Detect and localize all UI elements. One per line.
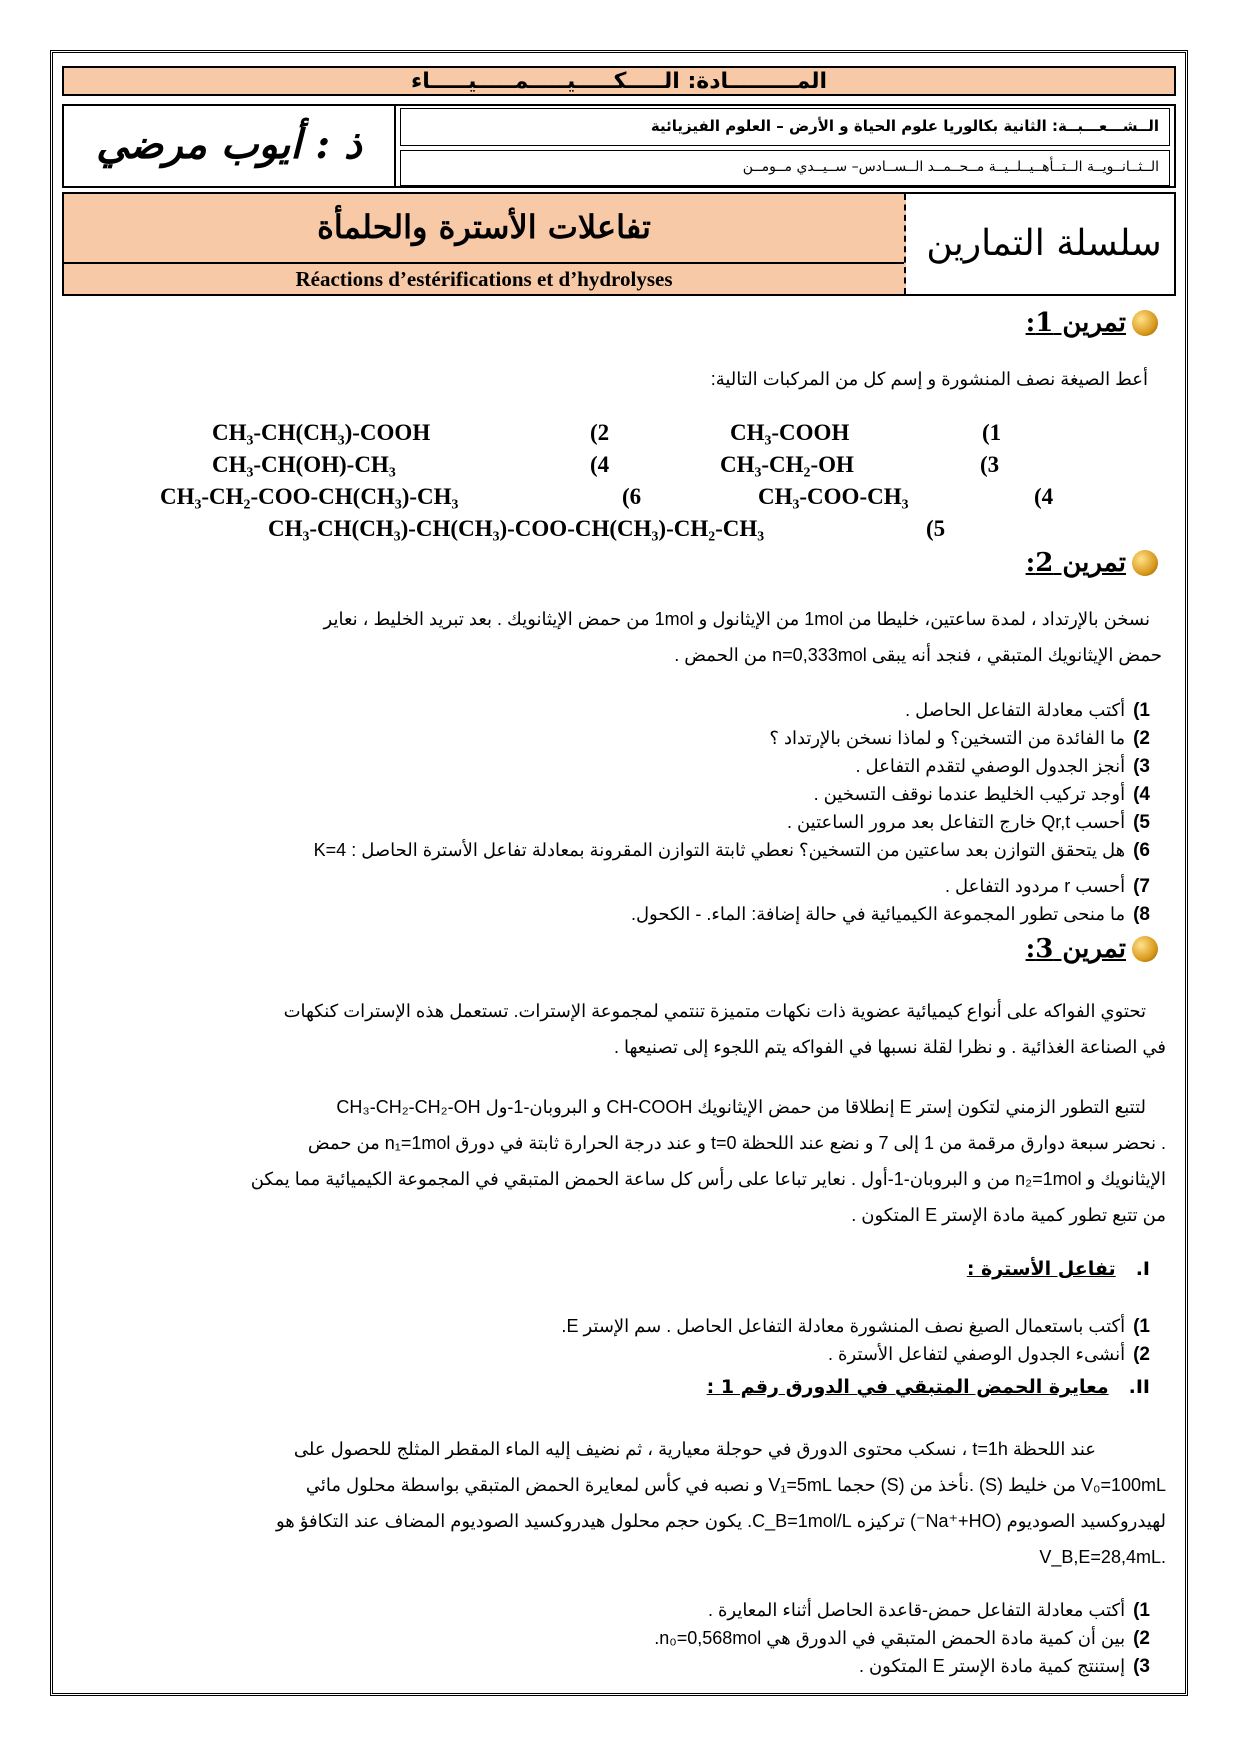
question-text: أحسب Qr,t خارج التفاعل بعد مرور الساعتين . (786, 812, 1126, 832)
compound-number: (6 (622, 484, 642, 509)
question-text: أكتب باستعمال الصيغ نصف المنشورة معادلة التفاعل الحاصل . سم الإستر E. (561, 1316, 1126, 1336)
question-number: 8) (1133, 904, 1150, 925)
question-number: 2) (1133, 1628, 1150, 1649)
exercise-3-p2c: الإيثانويك و n₂=1mol من و البروبان-1-أول . نعاير تباعا على رأس كل ساعة الحمض المتبقي في المجموعة الكيميائية مما يمكن (250, 1169, 1166, 1189)
author-name: ذ : أيوب مرضي (64, 106, 396, 186)
compound-number: (5 (926, 516, 946, 541)
section-number: II. (1128, 1376, 1150, 1398)
exercise-2-text-2: حمض الإيثانويك المتبقي ، فنجد أنه يبقى n=0,333mol من الحمض . (674, 645, 1162, 665)
question-text: أكتب معادلة التفاعل الحاصل . (905, 700, 1126, 720)
exercise-3-p3d: .V_B,E=28,4mL (1039, 1547, 1166, 1567)
question-text: هل يتحقق التوازن بعد ساعتين من التسخين؟ نعطي ثابتة التوازن المقرونة بمعادلة تفاعل الأسترة الحاصل : K=4 (313, 840, 1126, 860)
question-item (905, 700, 1150, 722)
compound-number: (2 (590, 420, 610, 445)
exercise-1-intro: أعط الصيغة نصف المنشورة و إسم كل من المركبات التالية: (710, 369, 1148, 389)
question-text: إستنتج كمية مادة الإستر E المتكون . (858, 1656, 1126, 1676)
question-item (945, 876, 1150, 898)
question-text: بين أن كمية مادة الحمض المتبقي في الدورق هي n₀=0,568mol. (654, 1628, 1126, 1648)
compound-formula: CH₃-CH(CH₃)-CH(CH₃)-COO-CH(CH₃)-CH₂-CH₃ (268, 516, 765, 541)
question-item (814, 784, 1150, 806)
question-item (856, 756, 1150, 778)
question-item (314, 840, 1150, 862)
subject-banner: المـــــــــادة: الـــــكـــــيـــــمـــــيـــــاء (62, 66, 1176, 96)
exercise-3-heading (1026, 934, 1158, 964)
question-text: أحسب r مردود التفاعل . (945, 876, 1126, 896)
compound-formula: CH₃-CH(OH)-CH₃ (212, 452, 396, 477)
exercise-3-p1a: تحتوي الفواكه على أنواع كيميائية عضوية ذات نكهات متميزة تنتمي لمجموعة الإسترات. تستعمل هذه الإسترات كنكهات (283, 1001, 1146, 1021)
bullet-ball-icon (1132, 310, 1158, 336)
question-text: أوجد تركيب الخليط عندما نوقف التسخين . (813, 784, 1126, 804)
question-number: 2) (1133, 1344, 1150, 1365)
stream-line: الــشـــعـــبــة: الثانية بكالوريا علوم الحياة و الأرض – العلوم الفيزيائية (400, 108, 1170, 146)
compound-formula: CH₃-CH(CH₃)-COOH (212, 420, 431, 445)
question-number: 1) (1133, 1316, 1150, 1337)
question-text: ما الفائدة من التسخين؟ و لماذا نسخن بالإرتداد ؟ (769, 728, 1126, 748)
question-item (769, 728, 1150, 750)
question-number: 7) (1133, 876, 1150, 897)
exercise-2-heading (1026, 548, 1158, 578)
exercise-3-p1b: في الصناعة الغذائية . و نظرا لقلة نسبها في الفواكه يتم اللجوء إلى تصنيعها . (613, 1037, 1166, 1057)
exercise-3-p2d: من تتبع تطور كمية مادة الإستر E المتكون . (851, 1205, 1166, 1225)
question-text: أنشىء الجدول الوصفي لتفاعل الأسترة . (828, 1344, 1126, 1364)
exercise-3-title: تمرين 3: (1025, 934, 1126, 964)
compound-formula: CH₃-CH₂-OH (720, 452, 854, 477)
bullet-ball-icon (1132, 550, 1158, 576)
compound-number: (4 (1034, 484, 1054, 509)
compound-number: (1 (982, 420, 1002, 445)
question-number: 2) (1133, 728, 1150, 749)
question-text: أكتب معادلة التفاعل حمض-قاعدة الحاصل أثناء المعايرة . (707, 1600, 1126, 1620)
question-number: 3) (1133, 756, 1150, 777)
compound-formula: CH₃-COO-CH₃ (758, 484, 909, 509)
title-arabic: تفاعلات الأسترة والحلمأة (317, 208, 651, 246)
section-number: I. (1135, 1258, 1150, 1280)
exercise-3-p2a: لتتبع التطور الزمني لتكون إستر E إنطلاقا من حمض الإيثانويك CH-COOH و البروبان-1-ول CH₃-CH₂-CH₂-OH (336, 1097, 1146, 1117)
question-item (828, 1344, 1150, 1366)
section-I-heading (967, 1258, 1150, 1280)
exercise-3-p2b: . نحضر سبعة دوارق مرقمة من 1 إلى 7 و نضع عند اللحظة t=0 و عند درجة الحرارة ثابتة في دورق n₁=1mol من حمض (307, 1133, 1166, 1153)
question-number: 3) (1133, 1656, 1150, 1677)
question-number: 1) (1133, 1600, 1150, 1621)
title-box (62, 192, 1176, 296)
question-item (561, 1316, 1150, 1338)
info-box (62, 104, 1176, 188)
question-text: أنجز الجدول الوصفي لتقدم التفاعل . (855, 756, 1126, 776)
exercise-3-p3c: لهيدروكسيد الصوديوم (Na⁺+HO⁻) تركيزه C_B=1mol/L. يكون حجم محلول هيدروكسيد الصوديوم المضاف عند التكافؤ هو (275, 1511, 1166, 1531)
exercise-1-heading (1026, 308, 1158, 338)
question-number: 6) (1133, 840, 1150, 861)
section-title: تفاعل الأسترة : (966, 1258, 1116, 1280)
question-item (631, 904, 1150, 926)
title-panel (64, 194, 906, 294)
compound-number: (4 (590, 452, 610, 477)
question-item (859, 1656, 1150, 1678)
question-item (787, 812, 1150, 834)
section-II-heading (707, 1376, 1150, 1398)
exercise-2-text-1: نسخن بالإرتداد ، لمدة ساعتين، خليطا من 1mol من الإيثانول و 1mol من حمض الإيثانويك . بعد تبريد الخليط ، نعاير (323, 609, 1150, 629)
question-item (708, 1600, 1150, 1622)
exercise-2-title: تمرين 2: (1025, 548, 1126, 578)
school-line: الــثــانــويــة الــتــأهــيــلــيــة مــحــمــد الــســادس– ســيــدي مــومــن (400, 150, 1170, 186)
section-title: معايرة الحمض المتبقي في الدورق رقم 1 : (706, 1376, 1109, 1398)
exercise-3-p3b: V₀=100mL من خليط (S) .نأخذ من (S) حجما V₁=5mL و نصبه في كأس لمعايرة الحمض المتبقي بواسطة محلول مائي (305, 1475, 1166, 1495)
exercise-1-title: تمرين 1: (1025, 308, 1126, 338)
question-item (654, 1628, 1150, 1650)
compound-formula: CH₃-COOH (730, 420, 850, 445)
bullet-ball-icon (1132, 936, 1158, 962)
question-number: 1) (1133, 700, 1150, 721)
question-number: 5) (1133, 812, 1150, 833)
series-label: سلسلة التمارين (914, 194, 1174, 294)
title-french: Réactions d’estérifications et d’hydrolyses (64, 262, 904, 296)
compound-formula: CH₃-CH₂-COO-CH(CH₃)-CH₃ (160, 484, 459, 509)
compound-number: (3 (980, 452, 1000, 477)
question-text: ما منحى تطور المجموعة الكيميائية في حالة إضافة: الماء. - الكحول. (630, 904, 1126, 924)
question-number: 4) (1133, 784, 1150, 805)
exercise-3-p3a: عند اللحظة t=1h ، نسكب محتوى الدورق في حوجلة معيارية ، ثم نضيف إليه الماء المقطر المثلج للحصول على (293, 1439, 1096, 1459)
